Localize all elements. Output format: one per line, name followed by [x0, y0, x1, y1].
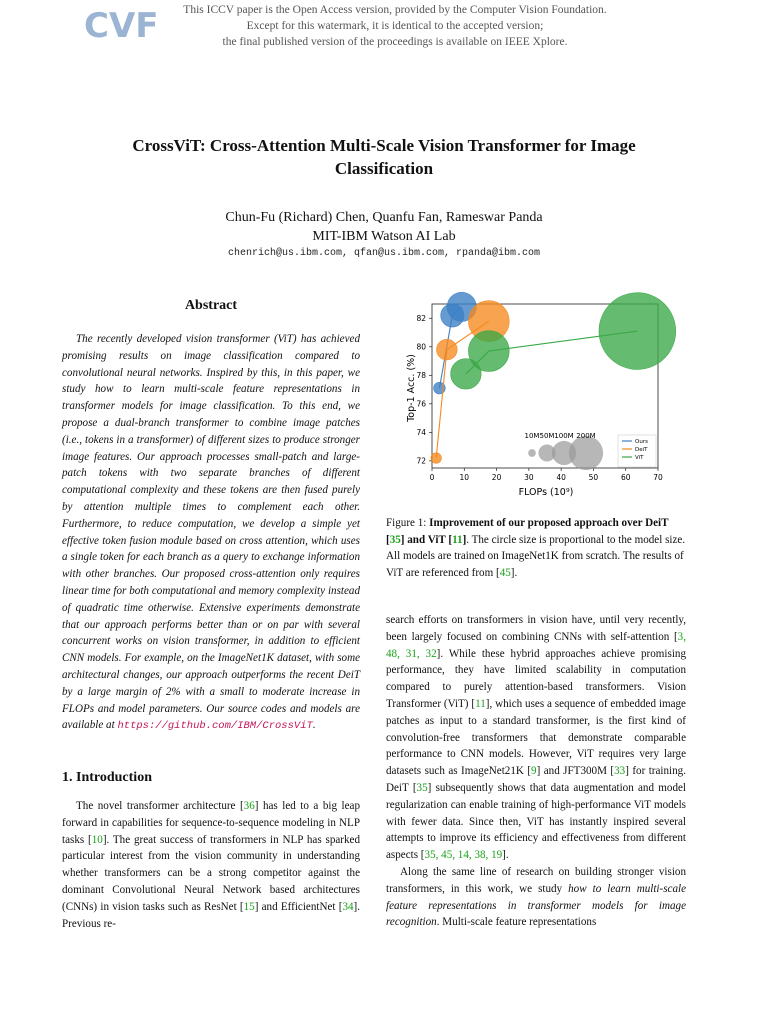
abstract-end: .	[312, 719, 316, 732]
code-link[interactable]: https://github.com/IBM/CrossViT	[117, 720, 313, 733]
y-tick-label: 74	[416, 427, 426, 437]
text-run: ].	[502, 849, 509, 862]
figure-1-chart	[386, 300, 686, 500]
citation-link[interactable]: 11	[452, 533, 463, 546]
text-run: ]. Previous re-	[62, 900, 360, 930]
watermark-line: This ICCV paper is the Open Access version, provided by the Computer Vision Foundation.	[183, 4, 607, 16]
abstract-body	[62, 331, 360, 735]
author-emails: chenrich@us.ibm.com, qfan@us.ibm.com, rpanda@ibm.com	[227, 248, 541, 259]
citation-link[interactable]: 35	[416, 781, 428, 794]
citation-link[interactable]: 34	[342, 900, 354, 913]
data-point-deit	[431, 453, 442, 464]
text-run: search efforts on transformers in vision have, until very recently, been largely focused on combining CNNs with self-attention [	[386, 614, 686, 643]
text-run: ] and EfficientNet [	[254, 900, 343, 913]
size-legend-label: 50M	[539, 432, 555, 440]
citation-link[interactable]: 36	[243, 800, 255, 812]
citation-link[interactable]: 45	[499, 566, 511, 579]
y-tick-label: 72	[416, 456, 426, 466]
text-run: ] for training. DeiT [	[386, 765, 687, 794]
figure-caption	[386, 515, 686, 581]
size-legend-label: 100M	[554, 432, 574, 440]
data-point-vit	[468, 331, 509, 372]
caption-bold: ] and ViT [	[400, 533, 453, 546]
x-tick-label: 0	[429, 473, 435, 482]
watermark-notice	[160, 2, 630, 50]
data-point-vit	[599, 293, 676, 370]
y-axis-label: Top-1 Acc. (%)	[406, 354, 417, 422]
x-tick-label: 50	[588, 473, 599, 482]
author-names: Chun-Fu (Richard) Chen, Quanfu Fan, Rameswar Panda	[225, 210, 543, 225]
citation-link[interactable]: 10	[91, 833, 103, 846]
text-run: Along the same line of research on building stronger vision transformers, in this work, we study	[386, 865, 686, 895]
svg-text:CVF: CVF	[84, 6, 159, 46]
citation-link[interactable]: 35, 45, 14, 38, 19	[424, 849, 503, 862]
abstract-heading: Abstract	[184, 298, 238, 313]
size-legend-label: 200M	[576, 432, 596, 440]
title-line: Classification	[334, 159, 434, 178]
text-run: ] and JFT300M [	[536, 765, 615, 778]
citation-link[interactable]: 15	[243, 900, 255, 913]
affiliation: MIT-IBM Watson AI Lab	[312, 229, 456, 244]
text-run: ]. The great success of transformers in NLP has sparked particular interest from the vision community in understanding whether transformers can be a strong competitor against the dominant Convolutional Neural Network based architectures (CNNs) in vision tasks such as ResNet [	[62, 833, 361, 913]
caption-bold: ]	[462, 533, 467, 546]
x-tick-label: 60	[620, 473, 631, 482]
text-run: ] has led to a big leap forward in capabilities for sequence-to-sequence modeling in NLP tasks [	[62, 800, 360, 846]
y-tick-label: 82	[416, 313, 426, 323]
right-column-text	[386, 612, 686, 931]
x-tick-label: 20	[491, 473, 502, 482]
section-heading: 1. Introduction	[62, 770, 152, 785]
x-tick-label: 40	[556, 473, 566, 482]
caption-label: Figure 1:	[386, 517, 430, 529]
caption-bold: Improvement of our proposed approach over DeiT [	[386, 517, 669, 546]
data-point-deit	[437, 339, 458, 360]
author-block	[60, 208, 708, 246]
watermark-line: the final published version of the proceedings is available on IEEE Xplore.	[222, 36, 568, 48]
caption-text: ].	[510, 566, 518, 579]
size-legend-label: 10M	[524, 432, 540, 440]
caption-text: . The circle size is proportional to the model size. All models are trained on ImageNet1K from scratch. The results of ViT are referenced from [	[386, 533, 686, 579]
citation-link[interactable]: 9	[531, 765, 537, 778]
cvf-logo	[82, 4, 159, 46]
paragraph	[386, 864, 686, 931]
citation-link[interactable]: 11	[475, 697, 486, 710]
x-tick-label: 70	[653, 473, 663, 482]
x-tick-label: 10	[459, 473, 470, 482]
x-axis-label: FLOPs (10⁹)	[518, 487, 574, 498]
y-tick-label: 76	[416, 399, 426, 409]
emphasis-text: how to learn multi-scale feature representations in transformer models for image recognition	[386, 882, 686, 929]
size-legend-circle	[528, 449, 536, 457]
abstract-text: The recently developed vision transformer (ViT) has achieved promising results on image classification compared to convolutional neural networks. Inspired by this, in this paper, we study how to learn multi-scale feature representations in transformer models for image classification. To this end, we propose a dual-branch transformer to combine image patches (i.e., tokens in a transformer) of different sizes to produce stronger image features. Our approach processes small-patch and large-patch tokens with two separate branches of different computational complexity and these tokens are then fused purely by attention multiple times to complement each other. Furthermore, to reduce computation, we develop a simple yet effective token fusion module based on cross attention, which uses a single token for each branch as a query to exchange information with other branches. Our proposed cross-attention only requires linear time for both computational and memory complexity instead of quadratic time otherwise. Extensive experiments demonstrate that our approach performs better than or on par with several concurrent works on vision transformer, in addition to efficient CNN models. For example, on the ImageNet1K dataset, with some architectural changes, our approach outperforms the recent DeiT by a large margin of 2% with a small to moderate increase in FLOPs and model parameters. Our source codes and models are available at	[62, 333, 360, 732]
y-tick-label: 78	[416, 370, 426, 380]
legend-label: ViT	[635, 455, 644, 461]
citation-link[interactable]: 3, 48, 31, 32	[386, 630, 686, 660]
citation-link[interactable]: 33	[614, 765, 626, 778]
watermark-line: Except for this watermark, it is identical to the accepted version;	[246, 20, 544, 32]
size-legend-circle	[569, 436, 603, 470]
title-line: CrossViT: Cross-Attention Multi-Scale Vision Transformer for Image	[132, 136, 636, 155]
y-tick-label: 80	[416, 342, 426, 352]
paper-title	[60, 134, 708, 180]
text-run: . Multi-scale feature representations	[436, 916, 597, 929]
x-tick-label: 30	[524, 473, 534, 482]
text-run: ], which uses a sequence of embedded image patches as input to a standard transformer, is the first kind of convolution-free transformers that demonstrate comparable performance to CNN models. However, ViT requires very large datasets such as ImageNet21K [	[386, 697, 686, 778]
citation-link[interactable]: 35	[389, 533, 401, 546]
text-run: ] subsequently shows that data augmentation and model regularization can enable training of high-performance ViT models with fewer data. Since then, ViT has instantly inspired several attempts to improve its efficiency and effectiveness from different aspects [	[386, 781, 686, 862]
legend-label: Ours	[635, 439, 648, 445]
paragraph	[386, 612, 686, 864]
legend-label: DeiT	[635, 447, 648, 453]
text-run: ]. While these hybrid approaches achieve promising performance, they have limited scalability in computation compared to purely attention-based transformers. Vision Transformer (ViT) [	[386, 647, 687, 710]
text-run: The novel transformer architecture [	[76, 800, 244, 812]
intro-paragraph	[62, 798, 360, 932]
